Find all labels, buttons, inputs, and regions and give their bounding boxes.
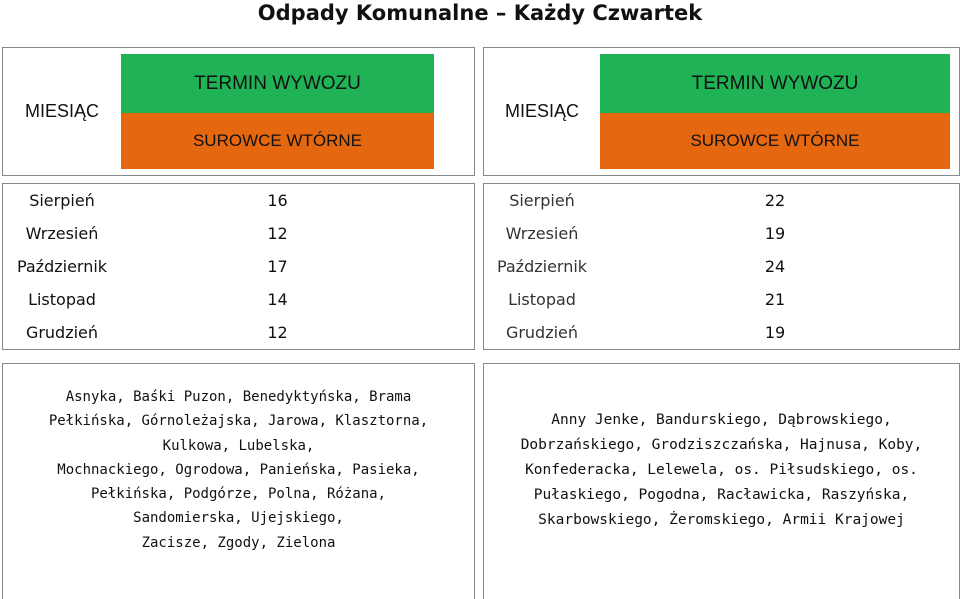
table-row [3, 316, 474, 349]
left-category-header: SUROWCE WTÓRNE [121, 113, 434, 169]
day-cell: 12 [267, 323, 288, 342]
table-row [3, 217, 474, 250]
table-row [3, 184, 474, 217]
street-line: Anny Jenke, Bandurskiego, Dąbrowskiego, [551, 412, 892, 428]
street-line: Skarbowskiego, Żeromskiego, Armii Krajowej [538, 512, 905, 528]
month-cell: Grudzień [25, 323, 99, 342]
street-line: Kulkowa, Lubelska, [162, 437, 315, 454]
month-cell: Sierpień [29, 191, 95, 210]
street-line: Pełkińska, Podgórze, Polna, Różana, [90, 486, 386, 503]
month-cell: Wrzesień [505, 224, 579, 243]
street-line: Pułaskiego, Pogodna, Racławicka, Raszyńska, [533, 487, 910, 503]
day-cell: 21 [764, 290, 786, 309]
day-cell: 12 [267, 224, 288, 243]
street-line: Konfederacka, Lelewela, os. Piłsudskiego, os. [525, 462, 918, 478]
table-row [484, 184, 959, 217]
left-streets-panel [2, 363, 475, 599]
month-cell: Sierpień [509, 191, 575, 210]
day-cell: 19 [764, 323, 786, 342]
right-month-header: MIESIĄC [504, 101, 579, 121]
day-cell: 16 [267, 191, 288, 210]
left-street-list [3, 385, 474, 555]
street-line: Pełkińska, Górnoleżajska, Jarowa, Klasztorna, [48, 413, 429, 430]
left-month-header: MIESIĄC [24, 101, 99, 121]
right-streets-panel [483, 363, 960, 599]
left-term-header: TERMIN WYWOZU [121, 54, 434, 113]
street-line: Mochnackiego, Ogrodowa, Panieńska, Pasieka, [57, 461, 420, 478]
street-line: Dobrzańskiego, Grodziszczańska, Hajnusa, Koby, [520, 437, 923, 453]
left-header-panel [2, 47, 475, 176]
month-cell: Wrzesień [25, 224, 99, 243]
day-cell: 14 [267, 290, 288, 309]
right-schedule-table [483, 183, 960, 350]
table-row [484, 250, 959, 283]
street-line: Zacisze, Zgody, Zielona [141, 534, 336, 551]
day-cell: 17 [267, 257, 288, 276]
right-category-header: SUROWCE WTÓRNE [600, 113, 950, 169]
month-cell: Październik [496, 257, 588, 276]
street-line: Asnyka, Baśki Puzon, Benedyktyńska, Brama [65, 389, 412, 405]
day-cell: 24 [764, 257, 786, 276]
month-cell: Październik [16, 257, 108, 276]
street-line: Sandomierska, Ujejskiego, [133, 510, 344, 527]
table-row [484, 283, 959, 316]
table-row [3, 250, 474, 283]
table-row [3, 283, 474, 316]
right-street-list [484, 408, 959, 533]
table-row [484, 217, 959, 250]
table-row [484, 316, 959, 349]
month-cell: Listopad [508, 290, 576, 309]
day-cell: 19 [764, 224, 786, 243]
right-term-header: TERMIN WYWOZU [600, 54, 950, 113]
page-title: Odpady Komunalne – Każdy Czwartek [257, 1, 703, 25]
left-schedule-table [2, 183, 475, 350]
month-cell: Listopad [28, 290, 96, 309]
month-cell: Grudzień [505, 323, 579, 342]
day-cell: 22 [764, 191, 786, 210]
right-header-panel [483, 47, 960, 176]
